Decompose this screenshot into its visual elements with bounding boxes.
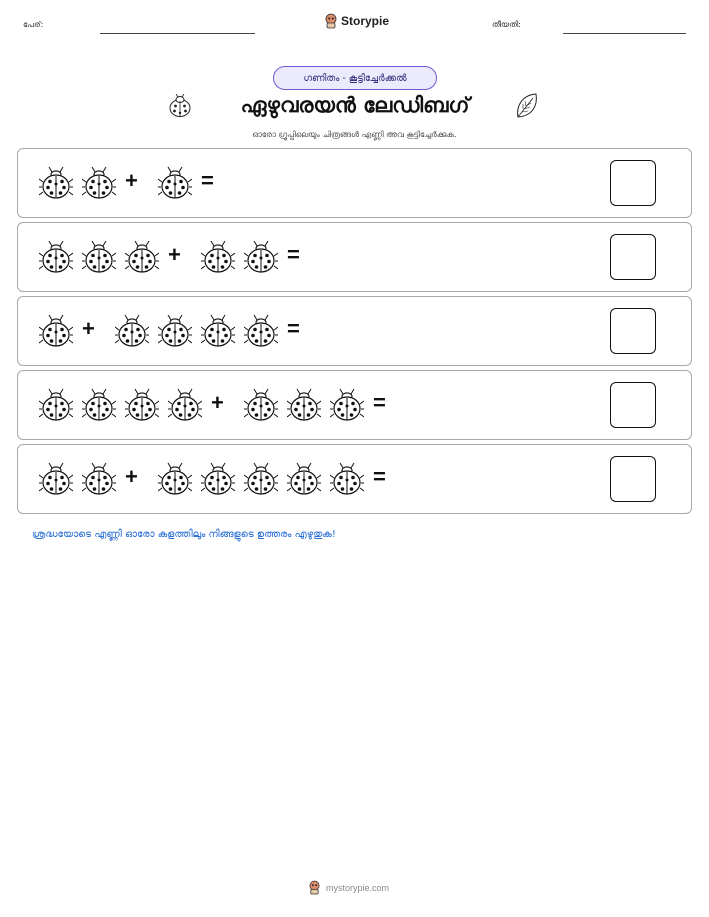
ladybug-icon bbox=[39, 462, 73, 500]
name-field[interactable] bbox=[100, 33, 255, 34]
footer-url: mystorypie.com bbox=[326, 882, 390, 893]
storypie-mascot-icon bbox=[324, 13, 338, 29]
plus-sign: + bbox=[125, 464, 138, 489]
ladybug-icon bbox=[330, 388, 364, 426]
plus-sign: + bbox=[125, 168, 138, 193]
brand-name: Storypie bbox=[341, 14, 390, 28]
addition-problem bbox=[17, 370, 692, 440]
leaf-decoration-icon bbox=[513, 91, 541, 121]
answer-box[interactable] bbox=[610, 456, 656, 502]
brand-logo bbox=[324, 13, 389, 29]
ladybug-icon bbox=[158, 462, 192, 500]
ladybug-icon bbox=[330, 462, 364, 500]
ladybug-icon bbox=[82, 240, 116, 278]
ladybug-icon bbox=[168, 388, 202, 426]
ladybug-icon bbox=[39, 240, 73, 278]
equals-sign: = bbox=[373, 390, 386, 415]
footer bbox=[308, 880, 389, 895]
addition-problem bbox=[17, 296, 692, 366]
addition-problem bbox=[17, 148, 692, 218]
ladybug-icon bbox=[201, 240, 235, 278]
addition-problem bbox=[17, 444, 692, 514]
answer-box[interactable] bbox=[610, 160, 656, 206]
ladybug-icon bbox=[287, 462, 321, 500]
ladybug-icon bbox=[158, 314, 192, 352]
addition-problem bbox=[17, 222, 692, 292]
equals-sign: = bbox=[287, 242, 300, 267]
ladybug-icon bbox=[244, 388, 278, 426]
title-row bbox=[0, 91, 709, 123]
storypie-mascot-icon bbox=[308, 880, 321, 895]
date-field[interactable] bbox=[563, 33, 686, 34]
equals-sign: = bbox=[287, 316, 300, 341]
name-label: പേര്: bbox=[23, 20, 44, 29]
equals-sign: = bbox=[373, 464, 386, 489]
topic-badge: ഗണിതം - കൂട്ടിച്ചേർക്കൽ bbox=[273, 66, 437, 90]
instruction-text: ശ്രദ്ധയോടെ എണ്ണി ഓരോ കളത്തിലും നിങ്ങളുടെ ഉത്തരം എഴുതുക! bbox=[32, 529, 336, 540]
ladybug-icon bbox=[39, 166, 73, 204]
ladybug-icon bbox=[125, 240, 159, 278]
plus-sign: + bbox=[168, 242, 181, 267]
ladybug-icon bbox=[287, 388, 321, 426]
date-label: തീയതി: bbox=[492, 20, 521, 29]
ladybug-icon bbox=[115, 314, 149, 352]
ladybug-icon bbox=[82, 166, 116, 204]
answer-box[interactable] bbox=[610, 234, 656, 280]
ladybug-decoration-icon bbox=[166, 93, 194, 119]
ladybug-icon bbox=[158, 166, 192, 204]
equals-sign: = bbox=[201, 168, 214, 193]
ladybug-icon bbox=[39, 314, 73, 352]
plus-sign: + bbox=[82, 316, 95, 341]
worksheet-subtitle: ഓരോ ഗ്രൂപ്പിലെയും ചിത്രങ്ങൾ എണ്ണി അവ കൂട്ടിച്ചേർക്കുക. bbox=[252, 130, 457, 139]
ladybug-icon bbox=[244, 240, 278, 278]
ladybug-icon bbox=[82, 388, 116, 426]
ladybug-icon bbox=[39, 388, 73, 426]
ladybug-icon bbox=[201, 314, 235, 352]
ladybug-icon bbox=[82, 462, 116, 500]
ladybug-icon bbox=[244, 462, 278, 500]
answer-box[interactable] bbox=[610, 382, 656, 428]
worksheet-title: ഏഴുവരയൻ ലേഡിബഗ് bbox=[240, 93, 470, 117]
ladybug-icon bbox=[244, 314, 278, 352]
ladybug-icon bbox=[125, 388, 159, 426]
plus-sign: + bbox=[211, 390, 224, 415]
header bbox=[0, 0, 709, 40]
answer-box[interactable] bbox=[610, 308, 656, 354]
ladybug-icon bbox=[201, 462, 235, 500]
